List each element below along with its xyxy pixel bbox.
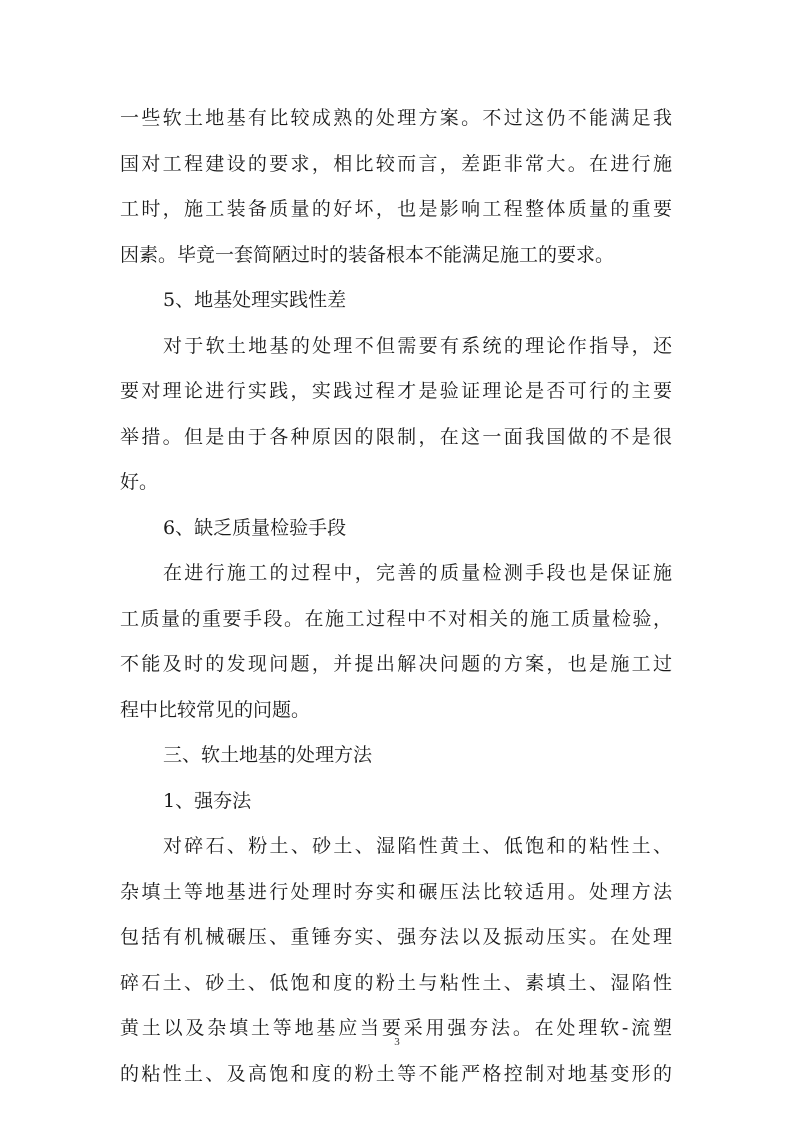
text-line: 黄土以及杂填土等地基应当要采用强夯法。在处理软-流塑 (120, 1017, 672, 1039)
text-line: 要对理论进行实践，实践过程才是验证理论是否可行的主要 (120, 380, 672, 402)
text-line: 的粘性土、及高饱和度的粉土等不能严格控制对地基变形的 (120, 1062, 672, 1085)
body-text (120, 96, 672, 1097)
text-line: 碎石土、砂土、低饱和度的粉土与粘性土、素填土、湿陷性 (120, 971, 672, 994)
text-line: 对于软土地基的处理不但需要有系统的理论作指导，还 (163, 334, 672, 357)
section-heading: 1、强夯法 (163, 789, 252, 812)
text-line: 程中比较常见的问题。 (120, 698, 311, 721)
text-line: 因素。毕竟一套简陋过时的装备根本不能满足施工的要求。 (120, 243, 615, 266)
chapter-heading: 三、软土地基的处理方法 (163, 744, 373, 766)
page-number: 3 (394, 1036, 400, 1048)
text-line: 杂填土等地基进行处理时夯实和碾压法比较适用。处理方法 (120, 880, 672, 903)
text-line: 不能及时的发现问题，并提出解决问题的方案，也是施工过 (120, 653, 672, 675)
text-line: 对碎石、粉土、砂土、湿陷性黄土、低饱和的粘性土、 (163, 835, 672, 857)
text-line: 国对工程建设的要求，相比较而言，差距非常大。在进行施 (120, 152, 672, 175)
text-line: 包括有机械碾压、重锤夯实、强夯法以及振动压实。在处理 (120, 926, 672, 948)
text-line: 好。 (120, 471, 159, 493)
section-heading: 6、缺乏质量检验手段 (163, 516, 347, 539)
text-line: 工质量的重要手段。在施工过程中不对相关的施工质量检验， (120, 607, 672, 630)
section-heading: 5、地基处理实践性差 (163, 289, 347, 311)
text-line: 一些软土地基有比较成熟的处理方案。不过这仍不能满足我 (120, 107, 672, 129)
text-line: 举措。但是由于各种原因的限制，在这一面我国做的不是很 (120, 425, 672, 448)
text-line: 在进行施工的过程中，完善的质量检测手段也是保证施 (163, 562, 672, 584)
text-line: 工时，施工装备质量的好坏，也是影响工程整体质量的重要 (120, 198, 672, 220)
